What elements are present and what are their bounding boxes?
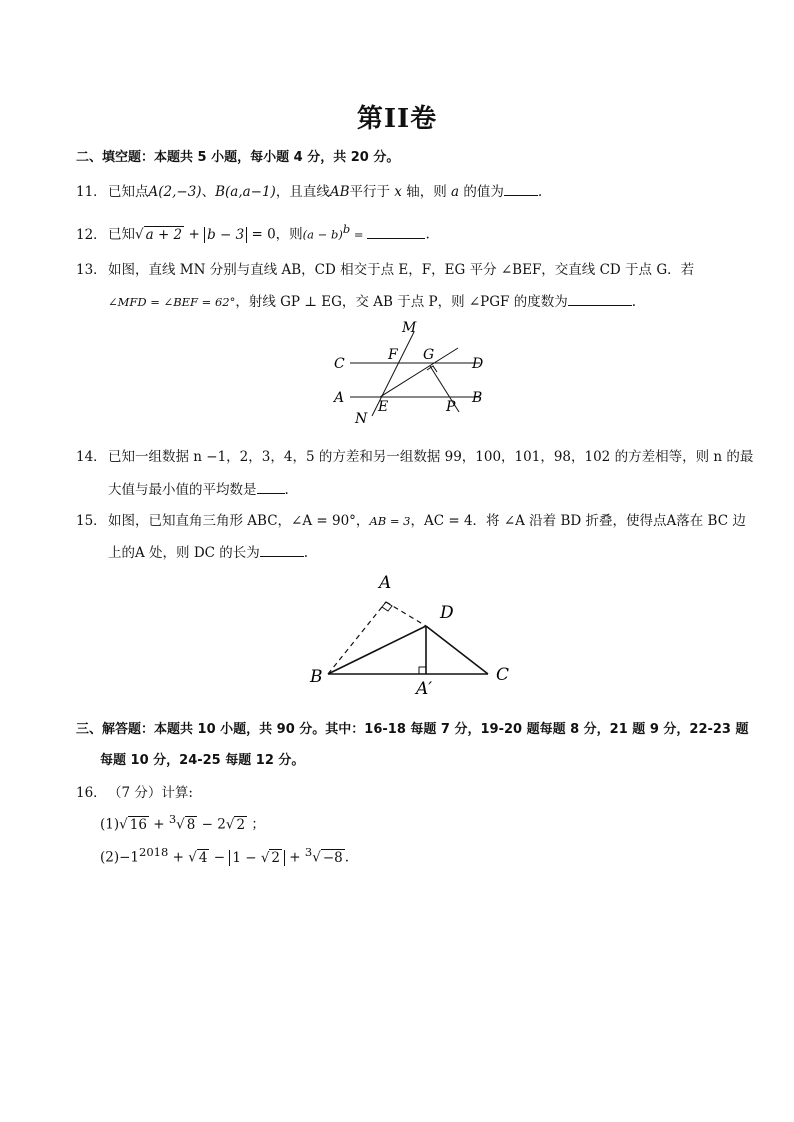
answer-blank: [367, 226, 425, 239]
text: ，且直线: [275, 184, 330, 200]
text: +: [184, 226, 205, 243]
absolute-value: [229, 850, 285, 866]
sqrt-icon: √: [176, 816, 185, 833]
label-c: C: [334, 356, 345, 372]
part-label: (2): [100, 849, 120, 866]
question-15: [76, 509, 746, 529]
absolute-value: b − 3: [204, 227, 247, 243]
sqrt-icon: √: [135, 226, 144, 243]
section-3-heading: 三、解答题：本题共 10 小题，共 90 分。其中：16-18 每题 7 分，19-20 题每题 8 分，21 题 9 分，22-23 题: [76, 722, 749, 737]
text: ，AC = 4．将 ∠A 沿着 BD 折叠，使得点A落在 BC 边: [410, 513, 746, 529]
label-n: N: [355, 411, 368, 427]
label-a-prime: A′: [416, 679, 433, 699]
text: .: [425, 226, 430, 243]
sqrt-icon: √: [119, 816, 128, 833]
question-16-part-1: [100, 812, 265, 833]
sqrt-icon: √: [225, 816, 235, 833]
answer-blank: [568, 293, 632, 306]
radicand: 16: [129, 816, 147, 833]
label-c: C: [496, 665, 510, 685]
text: 上的A 处，则 DC 的长为: [108, 545, 260, 561]
label-m: M: [402, 320, 417, 336]
label-f: F: [388, 347, 398, 363]
text: 1 −: [232, 849, 261, 866]
side-ab: AB = 3: [369, 514, 411, 528]
text: 、: [201, 184, 216, 200]
question-15-line-2: [108, 541, 308, 561]
label-a: A: [379, 573, 392, 593]
answer-blank: [260, 544, 304, 557]
radicand: 2: [236, 816, 246, 833]
text: 如图，已知直角三角形 ABC，∠A = 90°，: [108, 513, 370, 529]
text: 平行于: [349, 184, 390, 200]
question-16: [76, 781, 193, 801]
text: 大值与最小值的平均数是: [108, 482, 257, 498]
section-3-heading-line-2: 每题 10 分，24-25 每题 12 分。: [100, 753, 305, 768]
label-g: G: [423, 347, 435, 363]
text: ，则: [275, 226, 303, 243]
question-13: [76, 258, 694, 278]
text: +: [168, 849, 189, 866]
label-p: P: [446, 399, 456, 415]
line-ab: AB: [329, 184, 350, 200]
label-e: E: [378, 399, 389, 415]
question-14-line-2: [108, 478, 289, 498]
exponent: 2018: [139, 845, 169, 859]
text: ；: [247, 816, 265, 833]
question-number: 12．: [76, 226, 107, 243]
exponent: b: [342, 222, 351, 236]
text: 轴，则: [406, 184, 447, 200]
part-label: (1): [100, 816, 120, 833]
text: 已知一组数据 n −1，2，3，4，5 的方差和另一组数据 99，100，101，98，102 的方差相等，则 n 的最: [108, 449, 754, 465]
angle-condition: ∠MFD = ∠BEF = 62°: [108, 295, 236, 309]
question-number: 15．: [76, 513, 107, 529]
sqrt-icon: √: [312, 849, 321, 866]
text: 已知点: [108, 184, 149, 200]
text: .: [537, 184, 543, 200]
radicand: −8: [322, 849, 343, 866]
radicand: a + 2: [145, 226, 183, 243]
text: − 2: [197, 816, 226, 833]
question-16-part-2: [100, 845, 349, 866]
question-11: [76, 180, 542, 200]
text: ，射线 GP ⊥ EG，交 AB 于点 P，则 ∠PGF 的度数为: [235, 294, 568, 310]
text: −: [209, 849, 230, 866]
question-number: 16．: [76, 785, 107, 801]
figure-13: [320, 318, 510, 428]
question-13-line-2: [108, 290, 636, 310]
radicand: 2: [271, 849, 281, 866]
question-number: 13．: [76, 262, 107, 278]
page-title: 第II卷: [356, 104, 438, 134]
radicand: 4: [198, 849, 208, 866]
text: +: [148, 816, 169, 833]
label-d: D: [440, 603, 454, 623]
root-index: 3: [168, 812, 177, 826]
question-14: [76, 445, 753, 465]
text: .: [344, 849, 350, 866]
question-12: [76, 222, 430, 243]
answer-blank: [504, 183, 538, 196]
text: （7 分）计算:: [108, 785, 193, 801]
section-2-heading: 二、填空题：本题共 5 小题，每小题 4 分，共 20 分。: [76, 150, 400, 165]
root-index: 3: [304, 845, 313, 859]
label-b: B: [310, 667, 323, 687]
question-number: 14．: [76, 449, 107, 465]
sqrt-icon: √: [260, 849, 270, 866]
sqrt-icon: √: [188, 849, 197, 866]
label-b: B: [472, 390, 483, 406]
text: .: [303, 545, 309, 561]
text: 的值为: [463, 184, 504, 200]
label-a: A: [334, 390, 345, 406]
text: =: [350, 227, 364, 242]
variable-a: a: [451, 184, 460, 200]
label-d: D: [472, 356, 484, 372]
answer-blank: [257, 481, 285, 494]
x-axis: x: [394, 184, 402, 200]
figure-15: [300, 570, 530, 700]
text: −1: [119, 849, 140, 866]
text: .: [631, 294, 636, 310]
radicand: 8: [186, 816, 196, 833]
text: +: [285, 849, 305, 866]
expression: (a − b): [302, 227, 343, 242]
point-b: B(a,a−1): [215, 184, 276, 200]
text: 已知: [108, 226, 135, 243]
text: 如图，直线 MN 分别与直线 AB，CD 相交于点 E，F，EG 平分 ∠BEF，交直线 CD 于点 G．若: [108, 262, 695, 278]
question-number: 11．: [76, 184, 107, 200]
text: .: [284, 482, 289, 498]
text: = 0: [247, 226, 276, 243]
point-a: A(2,−3): [148, 184, 202, 200]
